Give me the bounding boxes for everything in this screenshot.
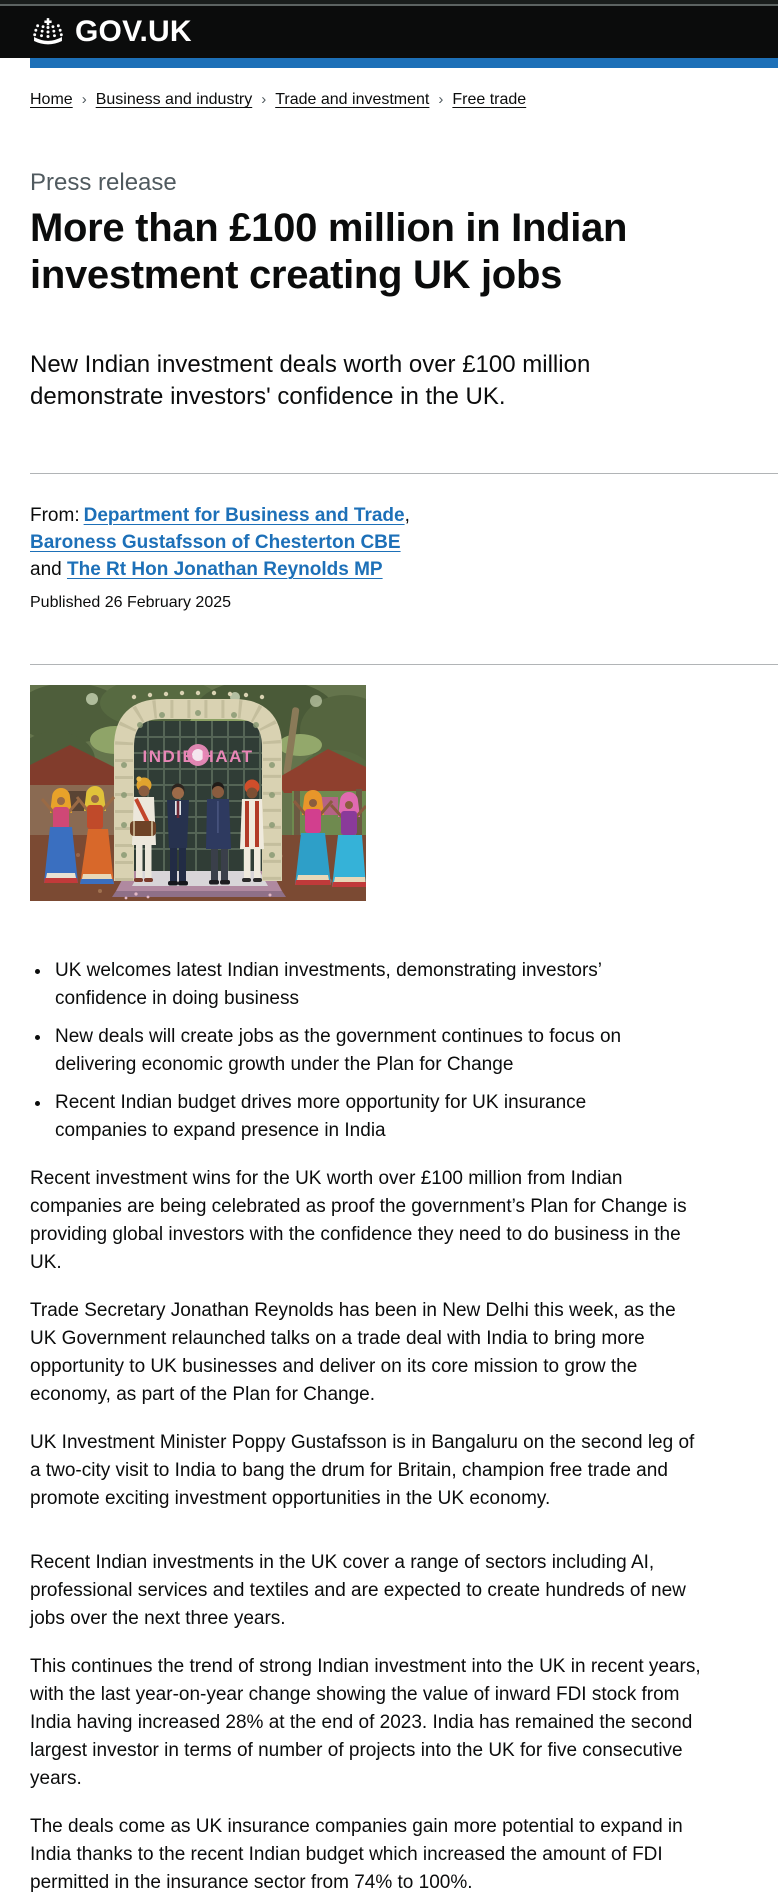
from-label: From: xyxy=(30,505,80,526)
from-link[interactable]: The Rt Hon Jonathan Reynolds MP xyxy=(66,559,383,580)
from-block xyxy=(30,502,744,583)
published-date: Published 26 February 2025 xyxy=(30,594,232,611)
body-paragraph: This continues the trend of strong Indian investment into the UK in recent years, with the last year-on-year change showing the value of inward FDI stock from India having increased 28% at the end of 2023. India has remained the second largest investor in terms of number of projects into the UK for five consecutive years. xyxy=(30,1656,701,1789)
article-caption: Press release xyxy=(30,169,177,196)
divider xyxy=(30,664,778,665)
from-link[interactable]: Department for Business and Trade xyxy=(83,505,405,526)
breadcrumb xyxy=(30,90,778,109)
breadcrumb-separator-icon: › xyxy=(81,91,87,108)
divider xyxy=(30,473,778,474)
breadcrumb-link[interactable]: Business and industry xyxy=(95,91,253,108)
photo-sign-text: INDIE HAAT xyxy=(142,747,254,766)
from-link[interactable]: Baroness Gustafsson of Chesterton CBE xyxy=(30,532,401,553)
breadcrumb-separator-icon: › xyxy=(261,91,267,108)
key-point-item: • New deals will create jobs as the government continues to focus on delivering economic growth under the Plan for Change xyxy=(52,1023,635,1079)
govuk-logo-link[interactable] xyxy=(30,15,192,49)
body-paragraph: Trade Secretary Jonathan Reynolds has been in New Delhi this week, as the UK Government relaunched talks on a trade deal with India to bring more opportunity to UK businesses and deliver on its core mission to grow the economy, as part of the Plan for Change. xyxy=(30,1300,676,1405)
body-paragraph: Recent investment wins for the UK worth over £100 million from Indian companies are being celebrated as proof the government’s Plan for Change is providing global investors with the confidence they need to do business in the UK. xyxy=(30,1168,687,1273)
from-links: Department for Business and Trade, Baroness Gustafsson of Chesterton CBE and The Rt Hon Jonathan Reynolds MP xyxy=(30,505,410,580)
header-blue-bar xyxy=(30,58,778,68)
key-point-item: • Recent Indian budget drives more opportunity for UK insurance companies to expand presence in India xyxy=(52,1089,635,1145)
article-photo xyxy=(30,685,366,901)
site-header xyxy=(0,6,778,58)
body-paragraph: UK Investment Minister Poppy Gustafsson is in Bangaluru on the second leg of a two-city visit to India to bang the drum for Britain, champion free trade and promote exciting investment opportunities in the UK economy. xyxy=(30,1432,695,1509)
key-points-list xyxy=(30,957,635,1145)
breadcrumb-link[interactable]: Trade and investment xyxy=(275,91,430,108)
lead-paragraph: New Indian investment deals worth over £100 million demonstrate investors' confidence in the UK. xyxy=(30,351,591,410)
key-point-item: • UK welcomes latest Indian investments, demonstrating investors’ confidence in doing business xyxy=(52,957,635,1013)
site-title: GOV.UK xyxy=(75,15,192,48)
body-paragraph: The deals come as UK insurance companies gain more potential to expand in India thanks to the recent Indian budget which increased the amount of FDI permitted in the insurance sector from 74% to 100%. xyxy=(30,1816,683,1893)
article-body xyxy=(30,1165,778,1897)
article-photo-illustration xyxy=(30,685,366,901)
breadcrumb-link[interactable]: Free trade xyxy=(452,91,527,108)
page-title: More than £100 million in Indian investment creating UK jobs xyxy=(30,206,628,297)
breadcrumb-link[interactable]: Home xyxy=(30,91,73,108)
breadcrumb-separator-icon: › xyxy=(438,91,444,108)
body-paragraph: Recent Indian investments in the UK cover a range of sectors including AI, professional services and textiles and are expected to create hundreds of new jobs over the next three years. xyxy=(30,1552,686,1629)
crown-icon xyxy=(30,18,66,47)
